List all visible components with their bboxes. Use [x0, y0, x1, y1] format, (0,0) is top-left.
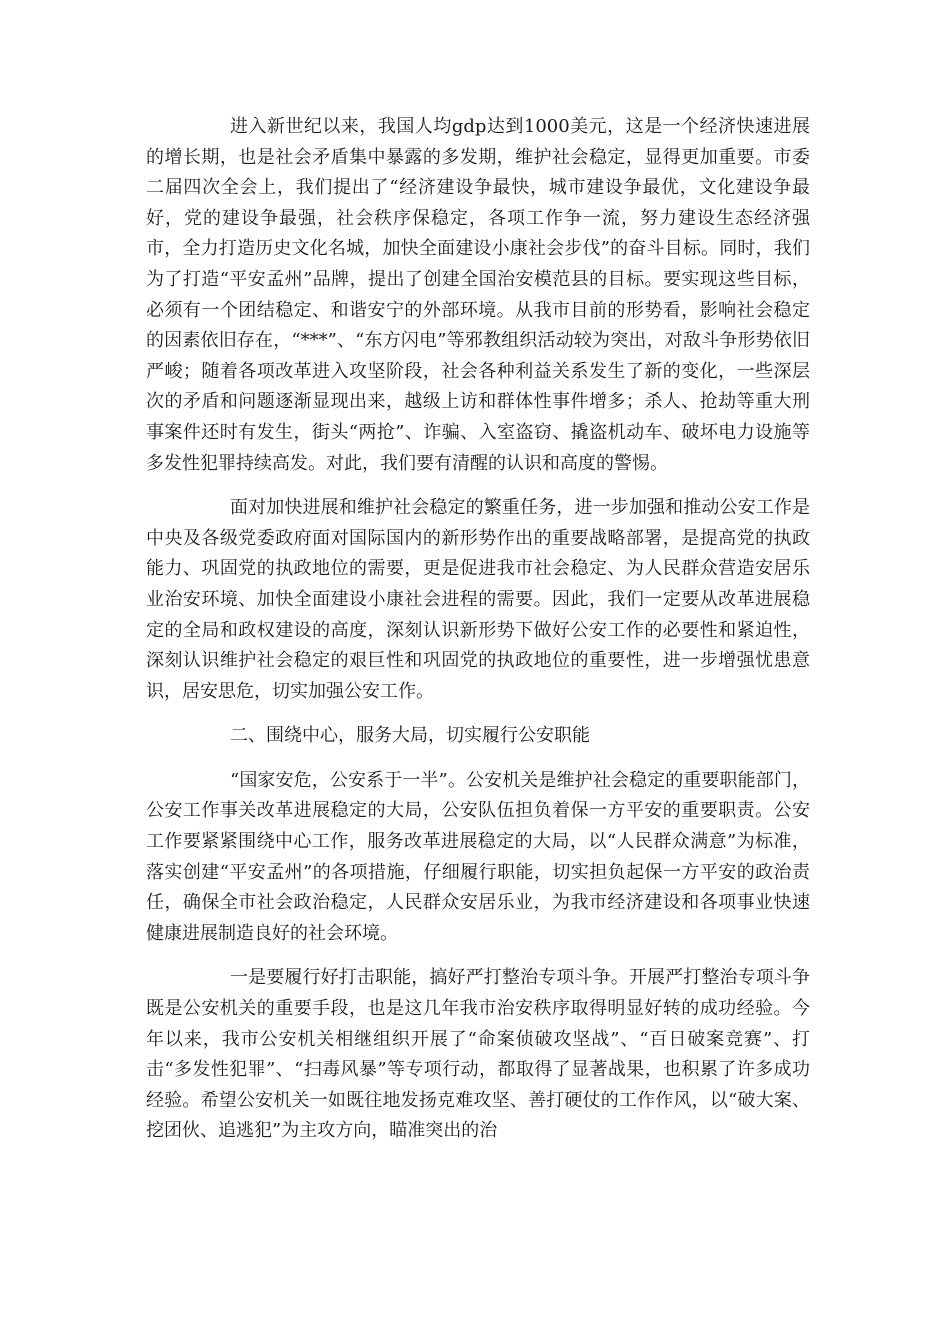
paragraph-2: 面对加快进展和维护社会稳定的繁重任务，进一步加强和推动公安工作是中央及各级党委政府面对国际国内的新形势作出的重要战略部署，是提高党的执政能力、巩固党的执政地位的需要，更是促进我市社会稳定、为人民群众营造安居乐业治安环境、加快全面建设小康社会进程的需要。因此，我们一定要从改革进展稳定的全局和政权建设的高度，深刻认识新形势下做好公安工作的必要性和紧迫性，深刻认识维护社会稳定的艰巨性和巩固党的执政地位的重要性，进一步增强忧患意识，居安思危，切实加强公安工作。	[146, 497, 810, 702]
document-body	[146, 112, 810, 1161]
section-heading: 二、围绕中心，服务大局，切实履行公安职能	[230, 725, 590, 747]
paragraph-4: 一是要履行好打击职能，搞好严打整治专项斗争。开展严打整治专项斗争既是公安机关的重要手段，也是这几年我市治安秩序取得明显好转的成功经验。今年以来，我市公安机关相继组织开展了“命案侦破攻坚战”、“百日破案竞赛”、打击“多发性犯罪”、“扫毒风暴”等专项行动，都取得了显著战果，也积累了许多成功经验。希望公安机关一如既往地发扬克难攻坚、善打硬仗的工作作风，以“破大案、挖团伙、追逃犯”为主攻方向，瞄准突出的治	[146, 967, 810, 1142]
paragraph-1: 进入新世纪以来，我国人均gdp达到1000美元，这是一个经济快速进展的增长期，也是社会矛盾集中暴露的多发期，维护社会稳定，显得更加重要。市委二届四次全会上，我们提出了“经济建设争最快，城市建设争最优，文化建设争最好，党的建设争最强，社会秩序保稳定，各项工作争一流，努力建设生态经济强市，全力打造历史文化名城，加快全面建设小康社会步伐”的奋斗目标。同时，我们为了打造“平安孟州”品牌，提出了创建全国治安模范县的目标。要实现这些目标，必须有一个团结稳定、和谐安宁的外部环境。从我市目前的形势看，影响社会稳定的因素依旧存在，“***”、“东方闪电”等邪教组织活动较为突出，对敌斗争形势依旧严峻；随着各项改革进入攻坚阶段，社会各种利益关系发生了新的变化，一些深层次的矛盾和问题逐渐显现出来，越级上访和群体性事件增多；杀人、抢劫等重大刑事案件还时有发生，街头“两抢”、诈骗、入室盗窃、撬盗机动车、破坏电力设施等多发性犯罪持续高发。对此，我们要有清醒的认识和高度的警惕。	[146, 116, 810, 474]
paragraph-3: “国家安危，公安系于一半”。公安机关是维护社会稳定的重要职能部门，公安工作事关改革进展稳定的大局，公安队伍担负着保一方平安的重要职责。公安工作要紧紧围绕中心工作，服务改革进展稳定的大局，以“人民群众满意”为标准，落实创建“平安孟州”的各项措施，仔细履行职能，切实担负起保一方平安的政治责任，确保全市社会政治稳定，人民群众安居乐业，为我市经济建设和各项事业快速健康进展制造良好的社会环境。	[146, 769, 810, 944]
